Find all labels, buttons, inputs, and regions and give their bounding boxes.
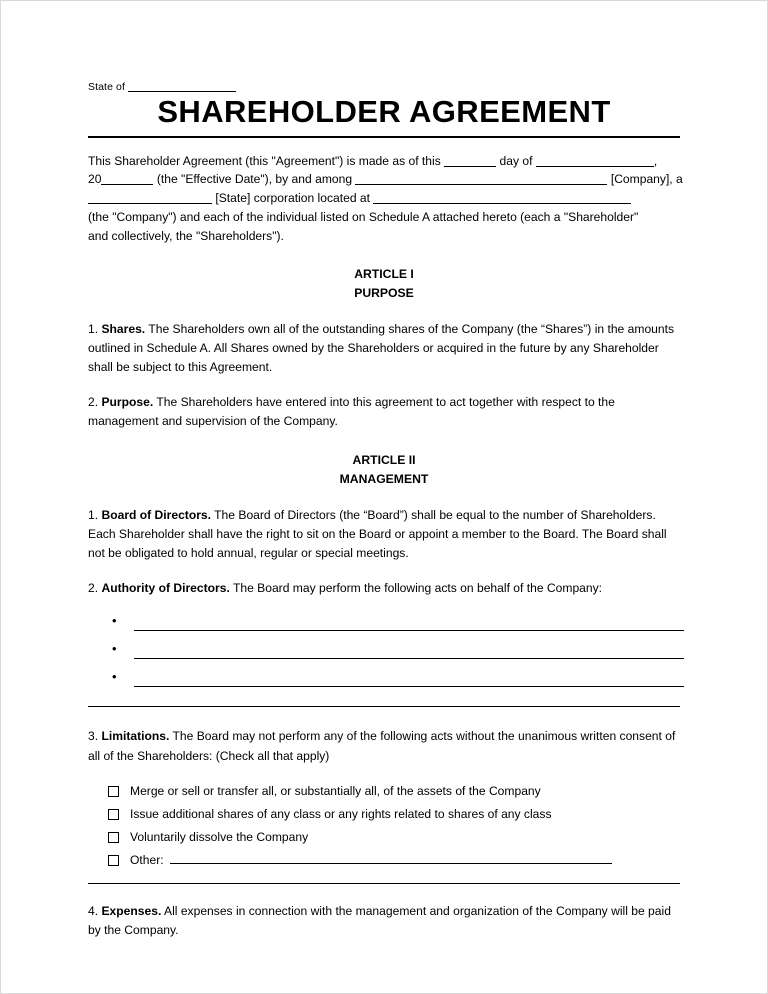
clause-expenses-number: 4. [88,904,99,919]
clause-board-title: Board of Directors. [101,508,212,523]
checkbox-other-label: Other: [130,853,164,868]
clause-purpose [88,393,680,431]
clause-purpose-title: Purpose. [101,395,154,410]
checkbox-issue-shares-icon[interactable] [108,809,119,820]
checkbox-merge-sell-label: Merge or sell or transfer all, or substantially all, of the assets of the Company [130,783,541,798]
clause-board-number: 1. [88,508,99,523]
intro-line-1-b: day of [499,153,533,168]
intro-paragraph [88,152,683,246]
clause-expenses [88,902,680,940]
list-item [112,674,680,688]
article-2-heading-block [88,451,680,488]
article-2-subheading: MANAGEMENT [339,471,429,486]
clause-expenses-text: All expenses in connection with the management and organization of the Company will be paid by the Company. [88,904,671,938]
intro-line-1-a: This Shareholder Agreement (this "Agreement") is made as of this [88,153,441,168]
intro-line-4: (the "Company") and each of the individual listed on Schedule A attached hereto (each a "Shareholder" [88,209,639,224]
state-blank-field[interactable] [128,80,236,92]
intro-line-2-c: [Company], a [610,172,683,187]
clause-authority-text: The Board may perform the following acts on behalf of the Company: [232,581,603,596]
list-item [112,618,680,632]
checkbox-other-icon[interactable] [108,855,119,866]
limitations-checkbox-group [88,782,680,870]
checkbox-row-other[interactable] [108,851,680,869]
state-of-line [88,80,680,93]
clause-shares [88,320,680,377]
clause-shares-number: 1. [88,321,99,336]
clause-expenses-title: Expenses. [101,904,162,919]
intro-day-blank[interactable] [444,154,496,167]
intro-month-blank[interactable] [536,154,654,167]
clause-shares-title: Shares. [101,321,146,336]
checkbox-row-merge-sell[interactable] [108,782,680,800]
limitations-section-divider [88,883,680,884]
document-sheet [88,80,683,956]
intro-address-blank[interactable] [373,191,631,204]
clause-purpose-text: The Shareholders have entered into this agreement to act together with respect to the management and supervision of the Company. [88,395,615,429]
intro-company-blank[interactable] [355,172,607,185]
document-title: SHAREHOLDER AGREEMENT [157,94,611,129]
clause-board-of-directors [88,506,680,563]
checkbox-other-blank[interactable] [170,851,612,864]
title-divider [88,136,680,138]
authority-blank-3[interactable] [134,674,684,687]
list-item [112,646,680,660]
clause-authority-title: Authority of Directors. [101,581,230,596]
checkbox-issue-shares-label: Issue additional shares of any class or any rights related to shares of any class [130,806,552,821]
clause-purpose-number: 2. [88,395,99,410]
state-of-label: State of [88,81,125,93]
checkbox-dissolve-icon[interactable] [108,832,119,843]
clause-authority-number: 2. [88,581,99,596]
authority-blank-2[interactable] [134,646,684,659]
clause-limitations-title: Limitations. [101,729,170,744]
checkbox-merge-sell-icon[interactable] [108,786,119,797]
checkbox-row-dissolve[interactable] [108,828,680,846]
article-1-heading-block [88,265,680,302]
intro-line-3-a: [State] corporation located at [215,191,371,206]
authority-blank-1[interactable] [134,618,684,631]
intro-line-2-b: (the "Effective Date"), by and among [156,172,353,187]
clause-board-text: The Board of Directors (the “Board”) shall be equal to the number of Shareholders. Each Shareholder shall have the right to sit on the Board or appoint a member to the Board. The Board shall not be obligated to hold annual, regular or special meetings. [88,508,667,561]
intro-year-blank[interactable] [101,172,153,185]
intro-line-5: and collectively, the "Shareholders"). [88,228,284,243]
article-1-heading: ARTICLE I [354,267,414,282]
intro-line-1 [88,152,680,171]
authority-section-divider [88,706,680,707]
checkbox-row-issue-shares[interactable] [108,805,680,823]
clause-limitations-number: 3. [88,729,99,744]
intro-state-blank[interactable] [88,191,212,204]
clause-shares-text: The Shareholders own all of the outstanding shares of the Company (the “Shares”) in the amounts outlined in Schedule A. All Shares owned by the Shareholders or acquired in the future by any Shareholder shall be subject to this Agreement. [88,321,675,375]
intro-line-1-c: , [653,153,658,168]
clause-authority-of-directors [88,579,680,598]
clause-limitations [88,727,680,765]
checkbox-dissolve-label: Voluntarily dissolve the Company [130,829,309,844]
intro-line-3 [88,189,680,208]
clause-limitations-text: The Board may not perform any of the following acts without the unanimous written consent of all of the Shareholders: (Check all that apply) [88,729,676,763]
article-2-heading: ARTICLE II [352,453,416,468]
intro-line-2-a: 20 [88,172,102,187]
authority-blank-list [88,618,680,688]
article-1-subheading: PURPOSE [354,285,414,300]
intro-line-2 [88,170,683,189]
